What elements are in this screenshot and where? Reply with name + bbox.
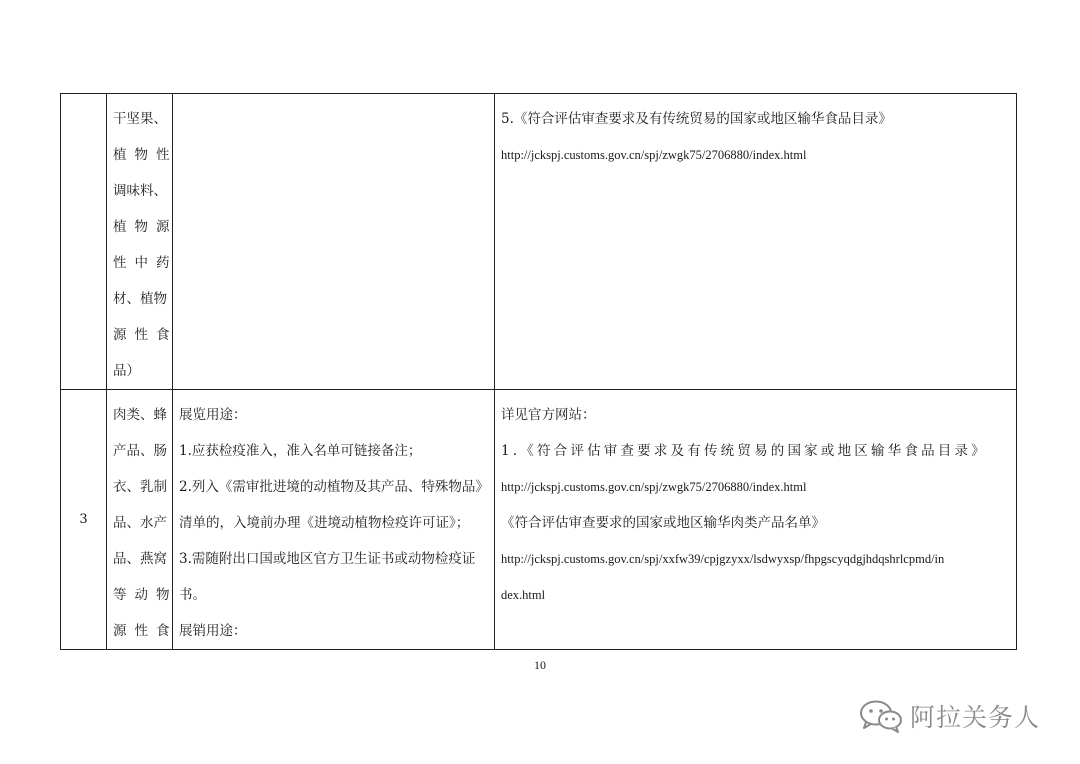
requirements-line: 展销用途： — [179, 623, 247, 639]
category-line: 源性食 — [113, 623, 178, 639]
category-line: 品、燕窝 — [113, 551, 167, 567]
row2-requirements-cell — [173, 390, 495, 650]
row1-requirements-cell — [173, 94, 495, 390]
category-line: 肉类、蜂 — [113, 407, 167, 423]
url-link-continued[interactable]: dex.html — [501, 588, 546, 602]
requirements-line: 清单的，入境前办理《进境动植物检疫许可证》； — [179, 515, 470, 531]
page-number: 10 — [534, 658, 546, 672]
category-line: 源性食 — [113, 327, 178, 343]
url-link[interactable]: http://jckspj.customs.gov.cn/spj/zwgk75/2706880/index.html — [501, 480, 807, 494]
row2-links-cell — [495, 390, 1017, 650]
url-link[interactable]: http://jckspj.customs.gov.cn/spj/xxfw39/cpjgzyxx/lsdwyxsp/fhpgscyqdgjhdqshrlcpmd/in — [501, 552, 945, 566]
requirements-line: 1.应获检疫准入，准入名单可链接备注； — [179, 443, 422, 459]
category-line: 品、水产 — [113, 515, 167, 531]
row2-number-cell: 3 — [61, 390, 107, 650]
category-line: 衣、乳制 — [113, 479, 167, 495]
url-link[interactable]: http://jckspj.customs.gov.cn/spj/zwgk75/2706880/index.html — [501, 148, 807, 162]
links-line: 《符合评估审查要求的国家或地区输华肉类产品名单》 — [501, 515, 825, 531]
requirements-line: 2.列入《需审批进境的动植物及其产品、特殊物品》 — [179, 479, 489, 495]
category-line: 材、植物 — [113, 291, 167, 307]
category-line: 调味料、 — [113, 183, 167, 199]
requirements-line: 展览用途： — [179, 407, 247, 423]
category-line: 等动物 — [113, 587, 178, 603]
links-line: 详见官方网站： — [501, 407, 596, 423]
document-table — [60, 93, 1017, 650]
watermark — [858, 696, 1040, 736]
category-line: 植物性 — [113, 147, 178, 163]
table-row — [61, 390, 1017, 650]
category-line: 植物源 — [113, 219, 178, 235]
category-line: 性中药 — [113, 255, 178, 271]
row1-category-cell — [107, 94, 178, 390]
requirements-line: 书。 — [179, 587, 206, 603]
row1-number-cell — [61, 94, 107, 390]
requirements-line: 3.需随附出口国或地区官方卫生证书或动物检疫证 — [179, 551, 476, 567]
links-line: 5.《符合评估审查要求及有传统贸易的国家或地区输华食品目录》 — [501, 111, 892, 127]
wechat-icon — [858, 699, 904, 733]
category-line: 干坚果、 — [113, 111, 167, 127]
watermark-text: 阿拉关务人 — [910, 703, 1041, 732]
row2-category-cell — [107, 390, 178, 650]
links-line: 1.《符合评估审查要求及有传统贸易的国家或地区输华食品目录》 — [501, 443, 988, 459]
row1-links-cell — [495, 94, 1017, 390]
category-line: 产品、肠 — [113, 443, 167, 459]
table-row — [61, 94, 1017, 390]
category-line: 品） — [113, 363, 140, 379]
